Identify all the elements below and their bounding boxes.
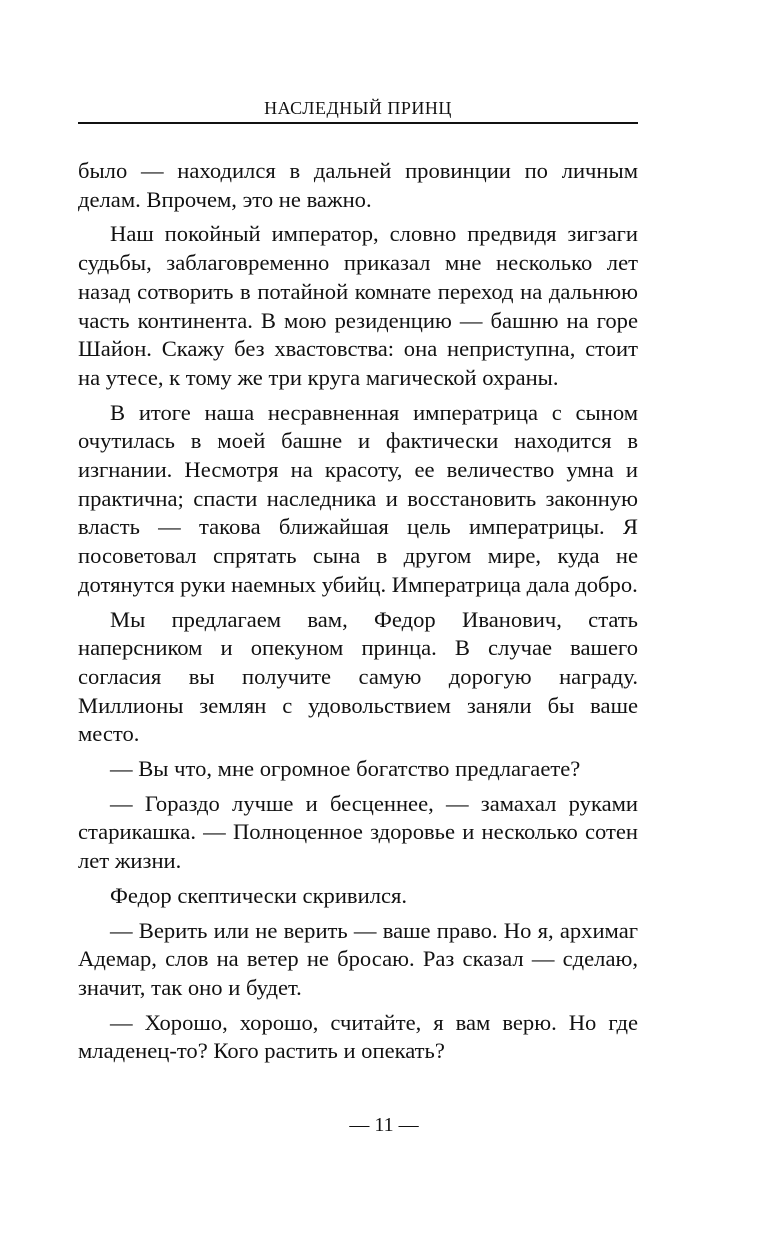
dialogue-line: — Вы что, мне огромное богатство предлагаете?: [110, 756, 581, 782]
dialogue-line: — Верить или не верить — ваше право. Но я, архимаг Адемар, слов на ветер не бросаю. Раз сказал — сделаю, значит, так оно и будет.: [78, 917, 638, 1000]
body-text: [78, 157, 638, 1066]
paragraph: было — находился в дальней провинции по личным делам. Впрочем, это не важно.: [78, 158, 638, 212]
running-head: НАСЛЕДНЫЙ ПРИНЦ: [264, 98, 452, 118]
header-rule: [78, 122, 638, 124]
dialogue-line: — Гораздо лучше и бесценнее, — замахал руками старикашка. — Полноценное здоровье и несколько сотен лет жизни.: [78, 790, 638, 874]
paragraph: Мы предлагаем вам, Федор Иванович, стать наперсником и опекуном принца. В случае вашего согласия вы получите самую дорогую награду. Миллионы землян с удовольствием заняли бы ваше место.: [78, 606, 638, 747]
dialogue-line: — Хорошо, хорошо, считайте, я вам верю. Но где младенец-то? Кого растить и опекать?: [78, 1009, 638, 1064]
book-page: [78, 96, 638, 1072]
paragraph: В итоге наша несравненная императрица с сыном очутилась в моей башне и фактически находится в изгнании. Несмотря на красоту, ее величество умна и практична; спасти наследника и восстановить законную власть — такова ближайшая цель императрицы. Я посоветовал спрятать сына в другом мире, куда не дотянутся руки наемных убийц. Императрица дала добро.: [78, 399, 638, 597]
paragraph: Наш покойный император, словно предвидя зигзаги судьбы, заблаговременно приказал мне несколько лет назад сотворить в потайной комнате переход на дальнюю часть континента. В мою резиденцию — башню на горе Шайон. Скажу без хвастовства: она неприступна, стоит на утесе, к тому же три круга магической охраны.: [78, 221, 638, 390]
page-number: — 11 —: [349, 1114, 419, 1136]
paragraph: Федор скептически скривился.: [110, 882, 408, 908]
